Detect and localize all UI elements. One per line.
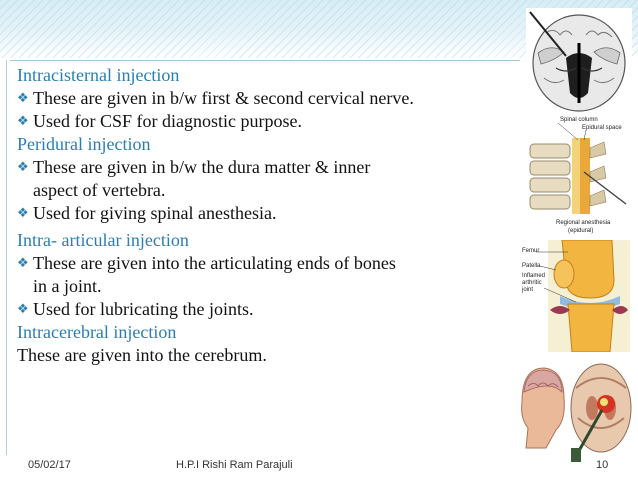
bullet-item: ❖ Used for CSF for diagnostic purpose. xyxy=(17,111,302,131)
label-femur: Femur xyxy=(522,248,540,254)
bullet-diamond-icon: ❖ xyxy=(17,302,29,317)
knee-joint-image xyxy=(520,240,630,352)
label-epidural-space: Epidural space xyxy=(582,125,622,131)
label-regional-anesthesia: Regional anesthesia xyxy=(556,220,611,226)
bullet-diamond-icon: ❖ xyxy=(17,160,29,175)
heading-intra-articular: Intra- articular injection xyxy=(17,230,189,250)
intracerebral-text: These are given into the cerebrum. xyxy=(17,345,267,365)
heading-peridural: Peridural injection xyxy=(17,134,151,154)
header-rule xyxy=(10,60,520,61)
label-arthritic: arthritic xyxy=(522,280,542,286)
bullet-item: ❖ Used for giving spinal anesthesia. xyxy=(17,203,277,223)
footer-date: 05/02/17 xyxy=(28,459,71,471)
bullet-item: ❖ These are given into the articulating ends of bones xyxy=(17,253,396,273)
brain-base-image xyxy=(526,8,632,114)
bullet-item: ❖ These are given in b/w first & second cervical nerve. xyxy=(17,88,414,108)
bullet-continuation: in a joint. xyxy=(33,276,102,296)
heading-intracisternal: Intracisternal injection xyxy=(17,65,180,85)
heading-intracerebral: Intracerebral injection xyxy=(17,322,177,342)
label-epidural: (epidural) xyxy=(568,228,594,234)
label-inflamed: Inflamed xyxy=(522,273,546,279)
label-patella: Patella xyxy=(522,263,541,269)
bullet-item: ❖ Used for lubricating the joints. xyxy=(17,299,254,319)
bullet-diamond-icon: ❖ xyxy=(17,91,29,106)
content-text xyxy=(17,64,522,367)
footer-author: H.P.I Rishi Ram Parajuli xyxy=(176,459,293,471)
head-injection-image xyxy=(516,358,634,462)
spine-epidural-image xyxy=(526,114,632,236)
bullet-continuation: aspect of vertebra. xyxy=(33,180,166,200)
footer-page-number: 10 xyxy=(596,459,609,471)
bullet-item: ❖ These are given in b/w the dura matter & inner xyxy=(17,157,371,177)
bullet-diamond-icon: ❖ xyxy=(17,114,29,129)
left-border xyxy=(6,60,7,455)
bullet-diamond-icon: ❖ xyxy=(17,206,29,221)
label-spinal-column: Spinal column xyxy=(560,117,598,123)
bullet-diamond-icon: ❖ xyxy=(17,256,29,271)
label-joint: joint xyxy=(522,287,534,293)
